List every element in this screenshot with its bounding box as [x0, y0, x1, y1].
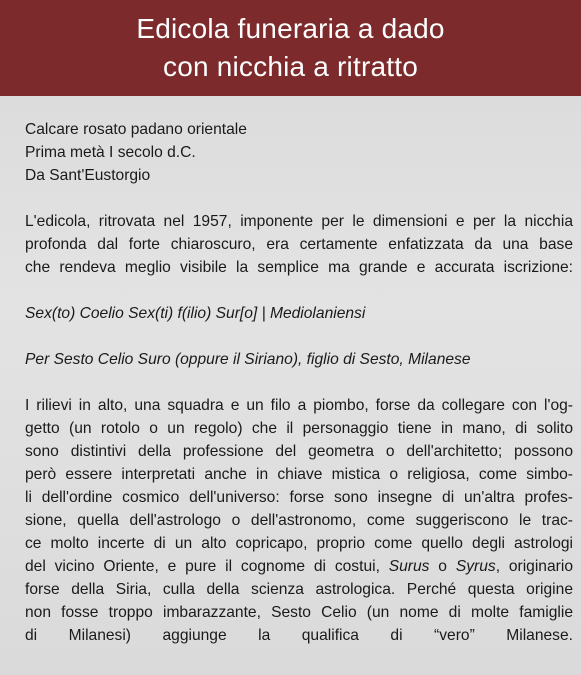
commentary-paragraph — [25, 394, 573, 647]
inscription-text: Sex(to) Coelio Sex(ti) f(ilio) Sur[o] | Mediolaniensi — [25, 305, 366, 322]
title-banner — [0, 0, 581, 96]
commentary-line-8-end: , originario — [495, 558, 573, 575]
material-line: Calcare rosato padano orientale — [25, 121, 247, 138]
label-text — [25, 118, 573, 647]
description-line-3: che rendeva meglio visibile la semplice ma grande e accurata iscrizione: — [25, 259, 573, 276]
commentary-line-8-start: del vicino Oriente, e pure il cognome di costui, — [25, 558, 389, 575]
cognomen-syrus: Syrus — [455, 558, 496, 575]
title-line-1: Edicola funeraria a dado — [136, 13, 445, 44]
description-paragraph — [25, 210, 573, 279]
description-line-1: L'edicola, ritrovata nel 1957, imponente per le dimensioni e per la nicchia — [25, 213, 573, 230]
commentary-line-10: non fosse troppo imbarazzante, Sesto Celio (un nome di molte famiglie — [25, 604, 573, 621]
description-line-2: profonda dal forte chiaroscuro, era certamente enfatizzata da una base — [25, 236, 573, 253]
commentary-line-7: ce molto incerte di un alto copricapo, proprio come quello degli astrologi — [25, 535, 573, 552]
commentary-line-3: sono distintivi della professione del geometra o dell'architetto; possono — [25, 443, 573, 460]
object-metadata — [25, 118, 573, 187]
commentary-line-5: li dell'ordine cosmico dell'universo: forse sono insegne di un'altra profes- — [25, 489, 573, 506]
commentary-line-1: I rilievi in alto, una squadra e un filo a piombo, forse da collegare con l'og- — [25, 397, 573, 414]
commentary-line-8 — [25, 555, 573, 578]
cognomen-surus: Surus — [388, 558, 430, 575]
date-line: Prima metà I secolo d.C. — [25, 144, 196, 161]
commentary-line-8-conj: o — [429, 558, 456, 575]
commentary-line-6: sione, quella dell'astrologo o dell'astronomo, come suggeriscono le trac- — [25, 512, 573, 529]
provenance-line: Da Sant'Eustorgio — [25, 167, 151, 184]
translation-text: Per Sesto Celio Suro (oppure il Siriano), figlio di Sesto, Milanese — [25, 351, 471, 368]
commentary-line-11: di Milanesi) aggiunge la qualifica di “vero” Milanese. — [25, 627, 573, 644]
title-line-2: con nicchia a ritratto — [163, 51, 418, 82]
commentary-line-4: però essere interpretati anche in chiave mistica o religiosa, come simbo- — [25, 466, 573, 483]
commentary-line-2: getto (un rotolo o un regolo) che il personaggio tiene in mano, di solito — [25, 420, 573, 437]
commentary-line-9: forse della Siria, culla della scienza astrologica. Perché questa origine — [25, 581, 573, 598]
